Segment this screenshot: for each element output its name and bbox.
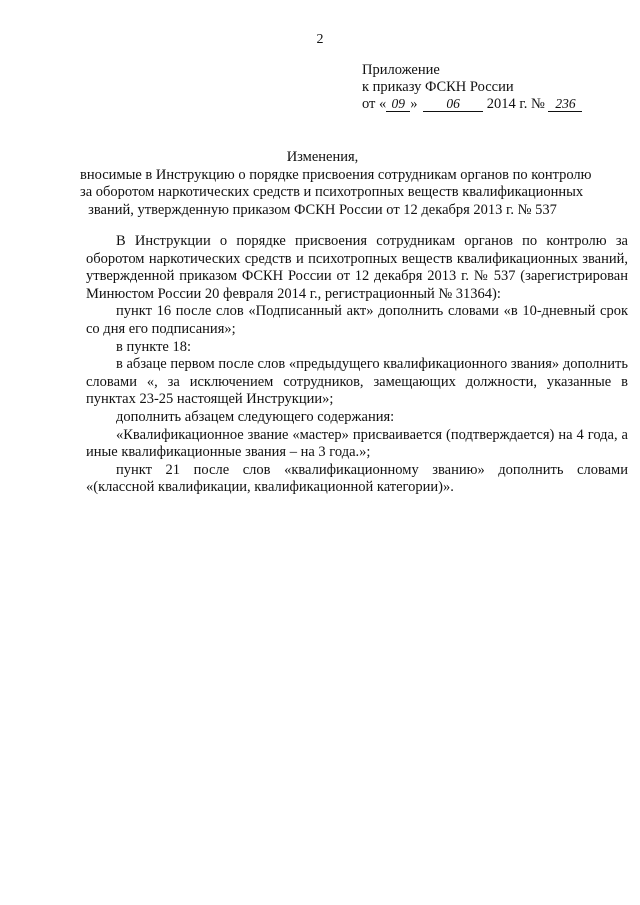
heading-line-4: званий, утвержденную приказом ФСКН России от 12 декабря 2013 г. № 537 [88,201,557,218]
order-mid: » [410,96,418,112]
appendix-title: Приложение [362,62,440,78]
order-date-line [362,96,612,113]
appendix-order-ref: к приказу ФСКН России [362,79,514,95]
heading-line-2: вносимые в Инструкцию о порядке присвоения сотрудникам органов по контролю [80,166,592,183]
paragraph-add-clause: дополнить абзацем следующего содержания: [116,408,395,425]
document-heading [80,149,592,219]
order-month: 06 [423,97,483,112]
paragraph-item-16: пункт 16 после слов «Подписанный акт» дополнить словами «в 10-дневный срок со дня его подписания»; [86,303,628,337]
page-number: 2 [316,32,324,47]
appendix-block [362,62,612,113]
order-prefix: от « [362,96,387,112]
paragraph-item-18: в пункте 18: [116,338,192,355]
paragraph-item-21: пункт 21 после слов «квалификационному званию» дополнить словами «(классной квалификации, квалификационной категории)». [86,461,628,496]
document-body [86,233,628,497]
paragraph-master-rank: «Квалификационное звание «мастер» присваивается (подтверждается) на 4 года, а иные квалификационные звания – на 3 года.»; [86,426,628,461]
paragraph-item-18-first: в абзаце первом после слов «предыдущего квалификационного звания» дополнить словами «, за исключением сотрудников, замещающих должности, указанные в пунктах 23-25 настоящей Инструкции»; [86,356,628,408]
order-number: 236 [548,97,582,112]
paragraph-intro: В Инструкции о порядке присвоения сотрудникам органов по контролю за оборотом наркотических средств и психотропных веществ квалификационных званий, утвержденной приказом ФСКН России от 12 декабря 2013 г. № 537 (зарегистрирован Минюстом России 20 февраля 2014 г., регистрационный № 31364): [86,233,628,302]
order-day: 09 [386,97,410,112]
heading-line-3: за оборотом наркотических средств и психотропных веществ квалификационных [80,184,584,200]
order-year: 2014 г. № [486,96,545,112]
heading-title: Изменения, [286,149,359,165]
